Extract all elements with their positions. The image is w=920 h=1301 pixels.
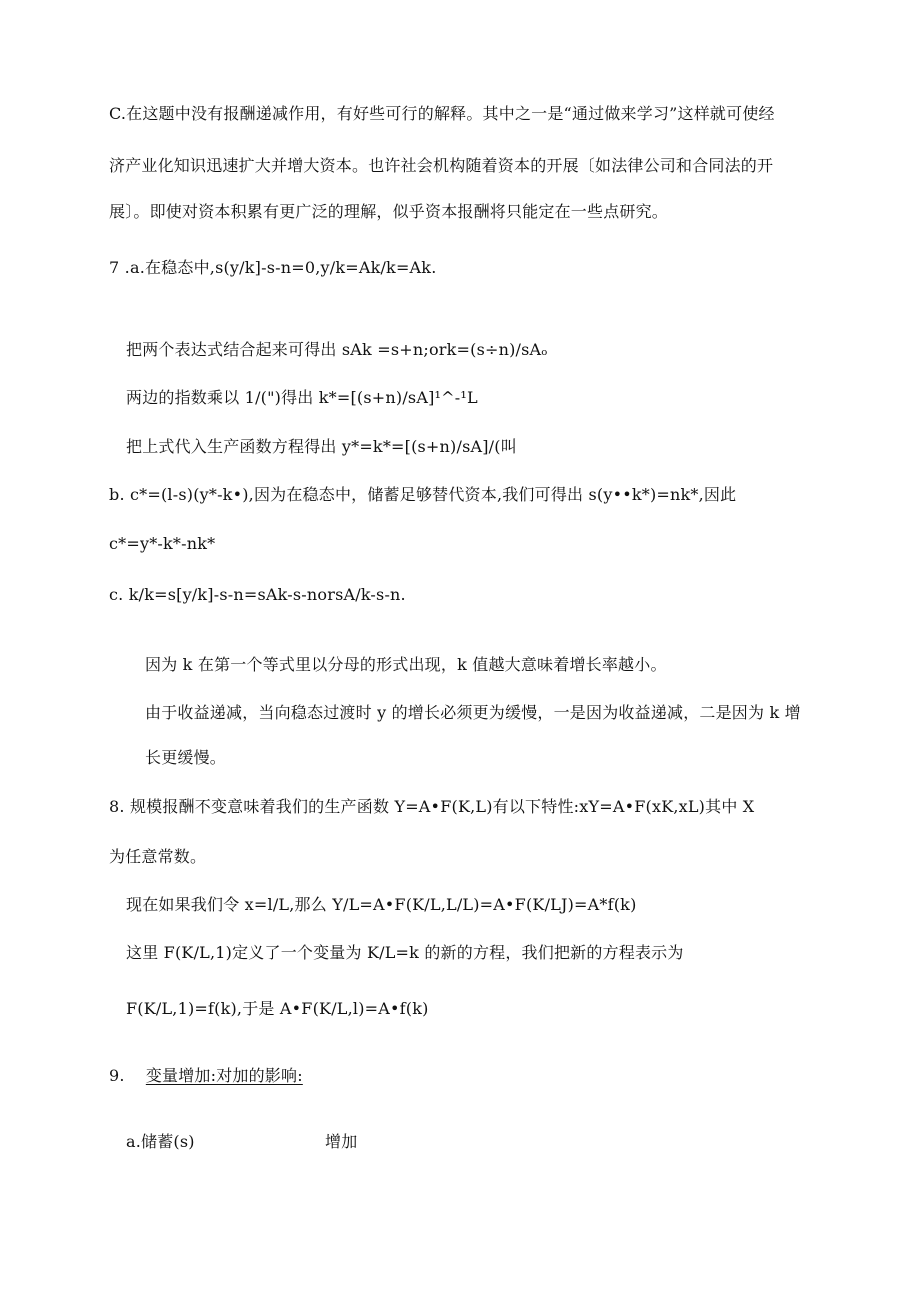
text-line: 展〕。即使对资本积累有更广泛的理解，似乎资本报酬将只能定在一些点研究。 bbox=[109, 202, 669, 221]
text-line: 因为 k 在第一个等式里以分母的形式出现，k 值越大意味着增长率越小。 bbox=[145, 655, 667, 674]
q9a-label: a.储蓄(s) bbox=[126, 1132, 195, 1151]
text-line: c. k/k=s[y/k]-s-n=sAk-s-norsA/k-s-n. bbox=[109, 585, 406, 604]
text-line: 两边的指数乘以 1/(")得出 k*=[(s+n)/sA]¹^-¹L bbox=[126, 388, 478, 407]
text-line: 8. 规模报酬不变意味着我们的生产函数 Y=A•F(K,L)有以下特性:xY=A•F(xK,xL)其中 X bbox=[109, 797, 755, 816]
text-line: 这里 F(K/L,1)定义了一个变量为 K/L=k 的新的方程，我们把新的方程表示为 bbox=[126, 943, 684, 962]
text-line: 现在如果我们令 x=l/L,那么 Y/L=A•F(K/L,L/L)=A•F(K/LJ)=A*f(k) bbox=[126, 895, 637, 914]
text-line: 7 .a.在稳态中,s(y/k]-s-n=0,y/k=Ak/k=Ak. bbox=[109, 258, 437, 277]
q9-heading bbox=[109, 1066, 303, 1086]
text-line: 把上式代入生产函数方程得出 y*=k*=[(s+n)/sA]/(叫 bbox=[126, 437, 517, 456]
text-line: 长更缓慢。 bbox=[145, 748, 227, 767]
q9-number: 9. bbox=[109, 1066, 125, 1085]
text-line: 由于收益递减，当向稳态过渡时 y 的增长必须更为缓慢，一是因为收益递减，二是因为 k 增 bbox=[145, 703, 801, 722]
text-line: F(K/L,1)=f(k),于是 A•F(K/L,l)=A•f(k) bbox=[126, 999, 429, 1018]
text-line: c*=y*-k*-nk* bbox=[109, 534, 216, 553]
q9a-value: 增加 bbox=[325, 1132, 358, 1151]
text-line: C.在这题中没有报酬递减作用，有好些可行的解释。其中之一是“通过做来学习”这样就可使经 bbox=[109, 104, 775, 123]
text-line: 为任意常数。 bbox=[109, 847, 207, 866]
text-line: 济产业化知识迅速扩大并增大资本。也许社会机构随着资本的开展〔如法律公司和合同法的开 bbox=[109, 156, 774, 175]
text-line: 把两个表达式结合起来可得出 sAk =s+n;ork=(s÷n)/sAₒ bbox=[126, 340, 548, 359]
q9-title: 变量增加:对加的影响: bbox=[145, 1066, 303, 1085]
text-line: b. c*=(l-s)(y*-k•),因为在稳态中，储蓄足够替代资本,我们可得出 s(y••k*)=nk*,因此 bbox=[109, 485, 737, 504]
